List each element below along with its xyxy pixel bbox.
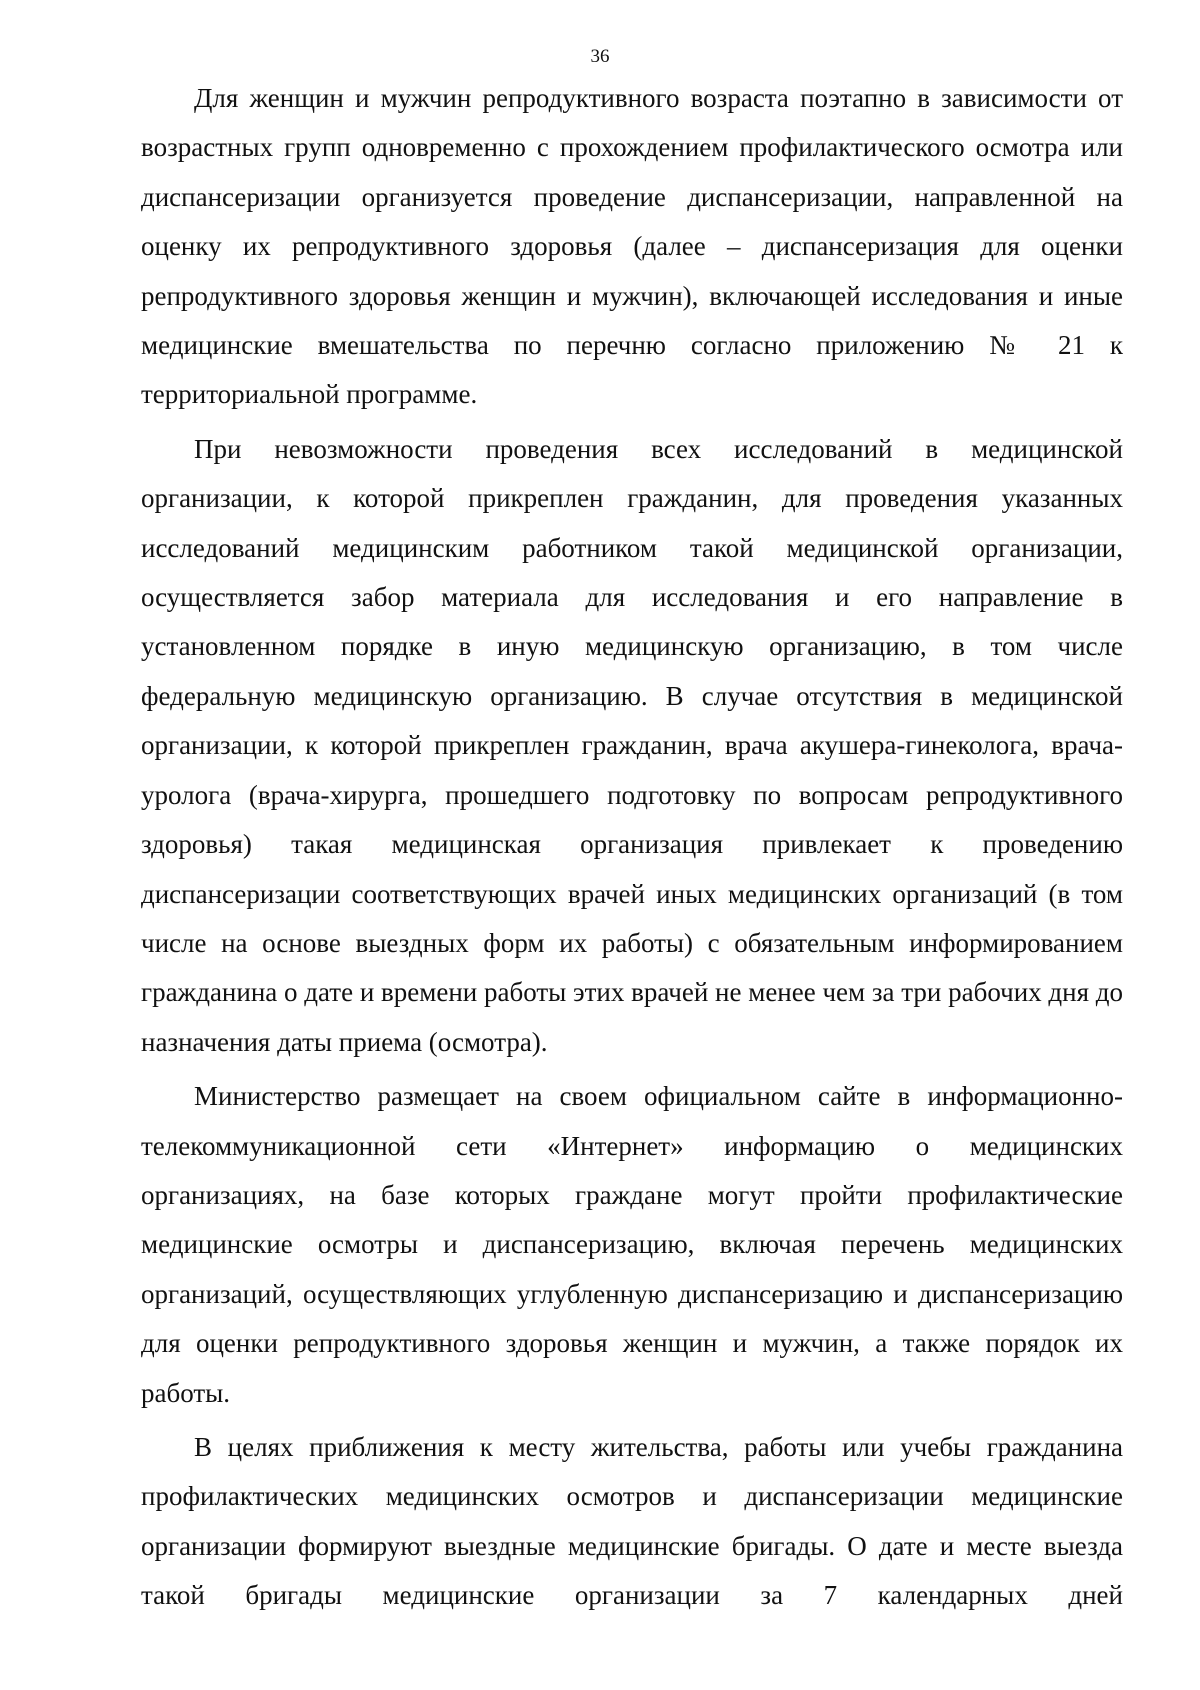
paragraph-ministry-website: Министерство размещает на своем официальном сайте в информационно-телекоммуникационной сети «Интернет» информацию о медицинских организациях, на базе которых граждане могут пройти профилактические медицинские осмотры и диспансеризацию, включая перечень медицинских организаций, осуществляющих углубленную диспансеризацию и диспансеризацию для оценки репродуктивного здоровья женщин и мужчин, а также порядок их работы. [141, 1081, 1123, 1408]
paragraph-research-impossibility: При невозможности проведения всех исследований в медицинской организации, к которой прикреплен гражданин, для проведения указанных исследований медицинским работником такой медицинской организации, осуществляется забор материала для исследования и его направление в установленном порядке в иную медицинскую организацию, в том числе федеральную медицинскую организацию. В случае отсутствия в медицинской организации, к которой прикреплен гражданин, врача акушера-гинеколога, врача-уролога (врача-хирурга, прошедшего подготовку по вопросам репродуктивного здоровья) такая медицинская организация привлекает к проведению диспансеризации соответствующих врачей иных медицинских организаций (в том числе на основе выездных форм их работы) с обязательным информированием гражданина о дате и времени работы этих врачей не менее чем за три рабочих дня до назначения даты приема (осмотра). [141, 433, 1123, 1057]
paragraph-mobile-brigades: В целях приближения к месту жительства, работы или учебы гражданина профилактических медицинских осмотров и диспансеризации медицинские организации формируют выездные медицинские бригады. О дате и месте выезда такой бригады медицинские организации за 7 календарных дней [141, 1431, 1123, 1611]
page-number: 36 [590, 46, 610, 67]
paragraph-reproductive-dispensarization: Для женщин и мужчин репродуктивного возраста поэтапно в зависимости от возрастных групп одновременно с прохождением профилактического осмотра или диспансеризации организуется проведение диспансеризации, направленной на оценку их репродуктивного здоровья (далее – диспансеризация для оценки репродуктивного здоровья женщин и мужчин), включающей исследования и иные медицинские вмешательства по перечню согласно приложению № 21 к территориальной программе. [141, 83, 1123, 410]
document-body [141, 74, 1123, 1626]
